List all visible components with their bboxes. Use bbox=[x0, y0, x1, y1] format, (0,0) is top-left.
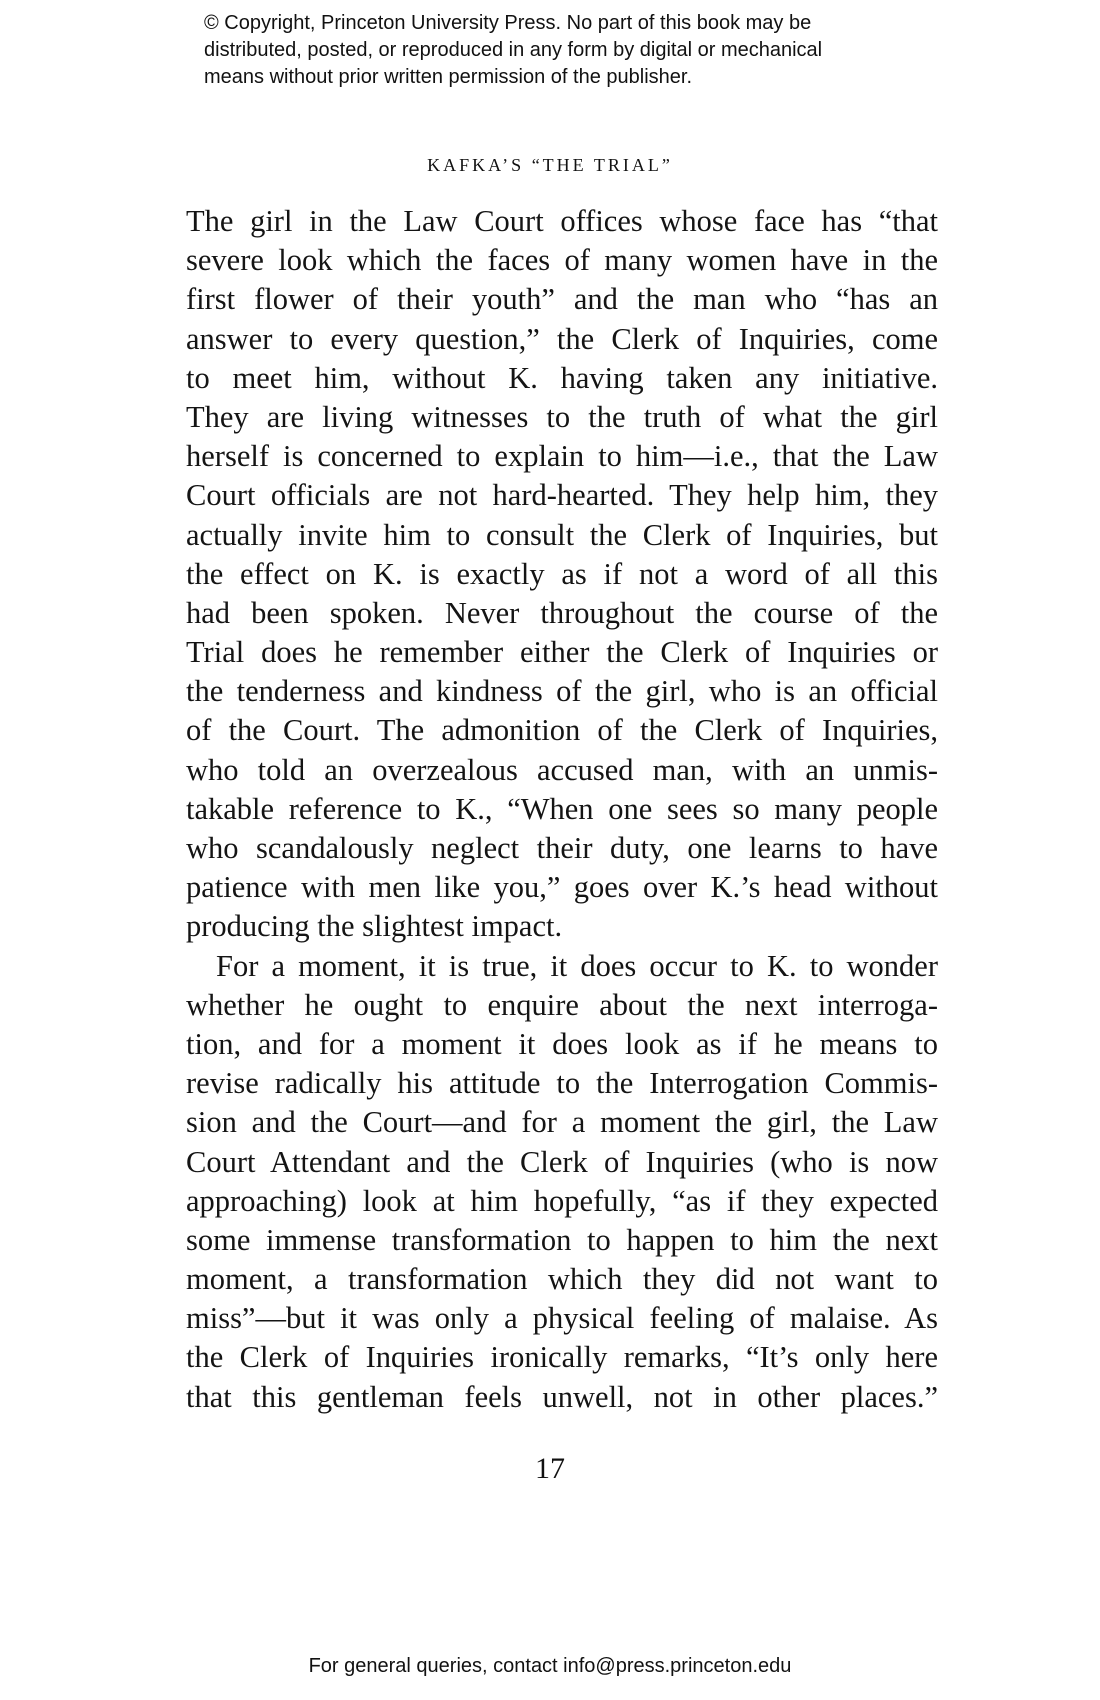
text-line: takable reference to K., “When one sees so many people bbox=[186, 791, 938, 826]
text-line: Court officials are not hard-hearted. They help him, they bbox=[186, 478, 938, 513]
text-line: of the Court. The admonition of the Clerk of Inquiries, bbox=[186, 713, 938, 748]
footer-contact: For general queries, contact info@press.princeton.edu bbox=[308, 1655, 792, 1677]
running-head: KAFKA’S “THE TRIAL” bbox=[427, 155, 673, 175]
text-line: They are living witnesses to the truth of what the girl bbox=[186, 399, 938, 434]
text-line: that this gentleman feels unwell, not in other places.” bbox=[186, 1379, 938, 1414]
text-line: producing the slightest impact. bbox=[186, 909, 563, 944]
text-line: some immense transformation to happen to him the next bbox=[186, 1222, 938, 1257]
text-line: first flower of their youth” and the man who “has an bbox=[186, 282, 938, 317]
text-line: tion, and for a moment it does look as if he means to bbox=[186, 1026, 938, 1061]
text-line: miss”—but it was only a physical feeling of malaise. As bbox=[186, 1301, 938, 1336]
text-line: the effect on K. is exactly as if not a word of all this bbox=[186, 556, 938, 591]
copyright-line: distributed, posted, or reproduced in any form by digital or mechanical bbox=[204, 39, 823, 61]
text-line: Court Attendant and the Clerk of Inquiries (who is now bbox=[186, 1144, 938, 1179]
page-number: 17 bbox=[535, 1452, 565, 1485]
text-line: the Clerk of Inquiries ironically remarks, “It’s only here bbox=[186, 1340, 938, 1375]
text-line: to meet him, without K. having taken any initiative. bbox=[186, 360, 938, 395]
text-line: had been spoken. Never throughout the course of the bbox=[186, 595, 938, 630]
text-line: severe look which the faces of many women have in the bbox=[186, 243, 938, 278]
text-line: who scandalously neglect their duty, one learns to have bbox=[186, 831, 938, 865]
copyright-notice bbox=[204, 10, 924, 91]
paragraph-1 bbox=[186, 202, 938, 947]
text-line: answer to every question,” the Clerk of Inquiries, come bbox=[186, 321, 938, 356]
copyright-line: © Copyright, Princeton University Press. No part of this book may be bbox=[204, 12, 812, 34]
text-line: actually invite him to consult the Clerk of Inquiries, but bbox=[186, 517, 938, 552]
text-line: The girl in the Law Court offices whose face has “that bbox=[186, 204, 938, 238]
copyright-line: means without prior written permission of the publisher. bbox=[204, 66, 693, 88]
text-line: revise radically his attitude to the Interrogation Commis- bbox=[186, 1066, 938, 1101]
text-line: the tenderness and kindness of the girl, who is an official bbox=[186, 674, 938, 709]
text-line: patience with men like you,” goes over K.’s head without bbox=[186, 870, 938, 905]
text-line: sion and the Court—and for a moment the girl, the Law bbox=[186, 1105, 938, 1140]
text-line: who told an overzealous accused man, with an unmis- bbox=[186, 752, 938, 787]
text-line: herself is concerned to explain to him—i.e., that the Law bbox=[186, 439, 938, 474]
text-line: whether he ought to enquire about the next interroga- bbox=[186, 987, 938, 1022]
paragraph-2 bbox=[186, 947, 938, 1417]
text-line: For a moment, it is true, it does occur to K. to wonder bbox=[216, 948, 938, 983]
body-text bbox=[186, 202, 938, 1417]
text-line: approaching) look at him hopefully, “as if they expected bbox=[186, 1183, 938, 1218]
text-line: moment, a transformation which they did not want to bbox=[186, 1262, 938, 1297]
text-line: Trial does he remember either the Clerk of Inquiries or bbox=[186, 635, 938, 670]
